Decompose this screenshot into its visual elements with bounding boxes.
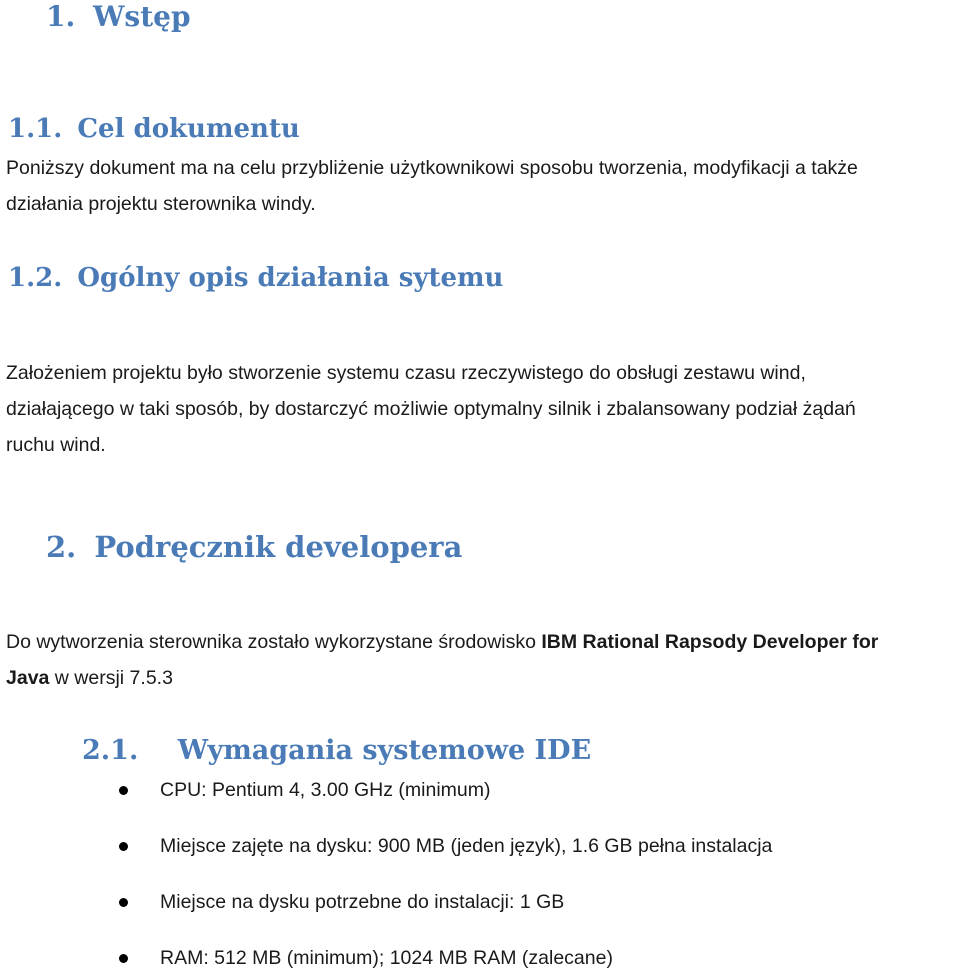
heading-title: Ogólny opis działania sytemu: [77, 263, 504, 293]
bullet-icon: [119, 954, 128, 963]
heading-podrecznik-developera: [46, 530, 462, 564]
paragraph-text: w wersji 7.5.3: [49, 667, 173, 689]
heading-ogolny-opis: [8, 263, 503, 293]
paragraph-line: Założeniem projektu było stworzenie systemu czasu rzeczywistego do obsługi zestawu wind,: [6, 362, 806, 384]
list-item-text: Miejsce zajęte na dysku: 900 MB (jeden język), 1.6 GB pełna instalacja: [160, 835, 773, 857]
paragraph-line: [6, 660, 878, 696]
heading-cel-dokumentu: [8, 114, 300, 144]
paragraph-line: [6, 624, 878, 660]
list-item-text: CPU: Pentium 4, 3.00 GHz (minimum): [160, 779, 491, 801]
heading-title: Cel dokumentu: [77, 114, 300, 144]
paragraph-line: działania projektu sterownika windy.: [6, 193, 316, 215]
paragraph-cel-dokumentu: [6, 150, 858, 222]
ide-name-bold: IBM Rational Rapsody Developer for: [541, 631, 879, 653]
bullet-icon: [119, 842, 128, 851]
paragraph-text: Do wytworzenia sterownika zostało wykorzystane środowisko: [6, 631, 542, 653]
paragraph-podrecznik: [6, 624, 878, 696]
paragraph-ogolny-opis: [6, 355, 856, 463]
heading-wymagania: [82, 735, 591, 766]
heading-number: 1.1.: [8, 114, 63, 144]
paragraph-line: Poniższy dokument ma na celu przybliżenie użytkownikowi sposobu tworzenia, modyfikacji a także: [6, 157, 858, 179]
list-item-text: Miejsce na dysku potrzebne do instalacji: 1 GB: [160, 891, 565, 913]
heading-wstep: [46, 0, 191, 33]
heading-number: 2.1.: [82, 735, 139, 766]
heading-title: Wymagania systemowe IDE: [177, 735, 592, 766]
heading-title: Wstęp: [92, 0, 191, 33]
bullet-icon: [119, 898, 128, 907]
heading-number: 1.: [46, 0, 76, 33]
paragraph-line: działającego w taki sposób, by dostarczyć możliwie optymalny silnik i zbalansowany podział żądań: [6, 398, 856, 420]
heading-title: Podręcznik developera: [94, 530, 463, 564]
bullet-icon: [119, 786, 128, 795]
ide-name-bold: Java: [6, 667, 50, 689]
paragraph-line: ruchu wind.: [6, 434, 106, 456]
heading-number: 1.2.: [8, 263, 63, 293]
list-item-text: RAM: 512 MB (minimum); 1024 MB RAM (zalecane): [160, 947, 613, 969]
heading-number: 2.: [46, 530, 77, 564]
